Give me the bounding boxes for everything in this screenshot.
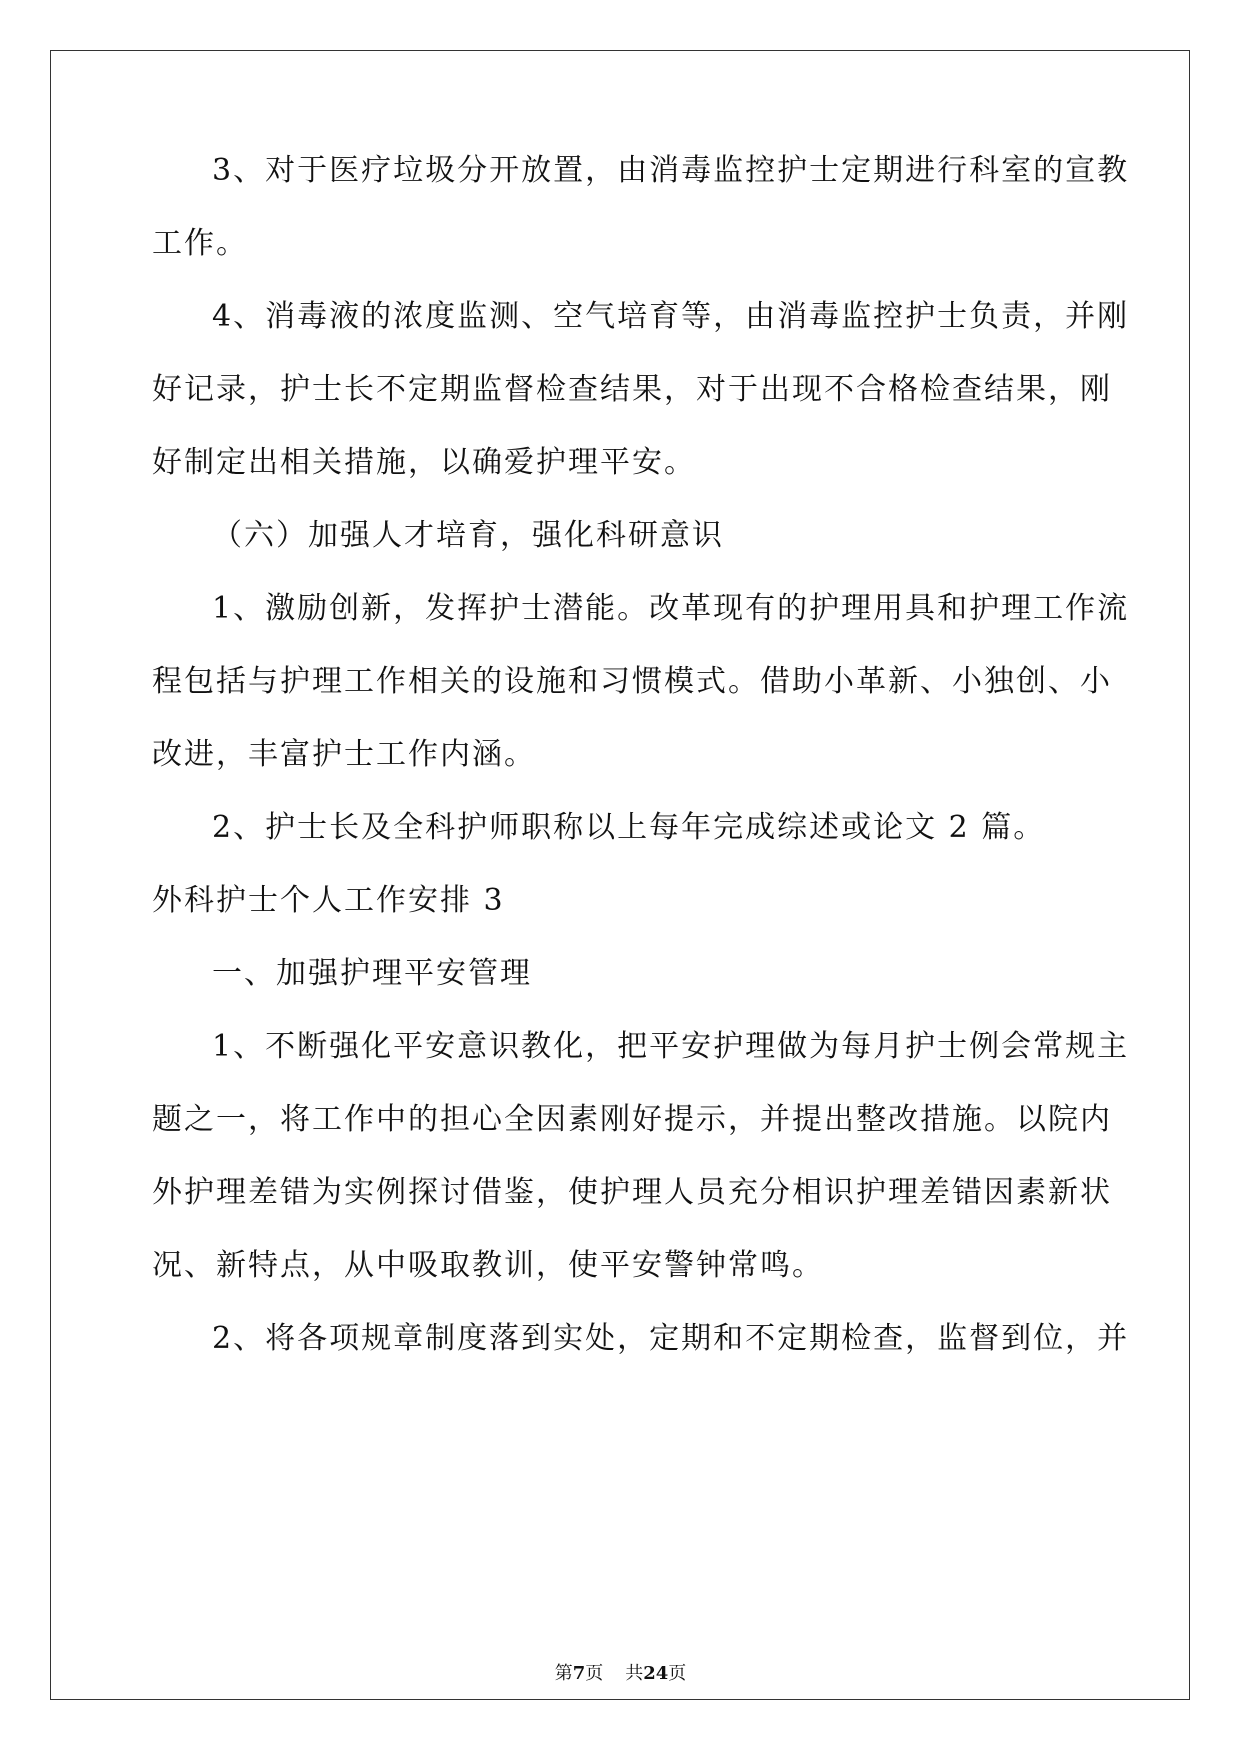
footer-page-prefix: 第: [554, 1663, 573, 1684]
paragraph-line: 外护理差错为实例探讨借鉴，使护理人员充分相识护理差错因素新状: [152, 1175, 1112, 1210]
footer-total-suffix: 页: [668, 1663, 687, 1684]
paragraph-line: 1、不断强化平安意识教化，把平安护理做为每月护士例会常规主: [212, 1029, 1130, 1064]
paragraph-line: 2、护士长及全科护师职称以上每年完成综述或论文 2 篇。: [212, 810, 1046, 845]
section-heading: （六）加强人才培育，强化科研意识: [212, 518, 724, 553]
paragraph-line: 3、对于医疗垃圾分开放置，由消毒监控护士定期进行科室的宣教: [212, 153, 1130, 188]
paragraph-line: 1、激励创新，发挥护士潜能。改革现有的护理用具和护理工作流: [212, 591, 1130, 626]
paragraph-line: 程包括与护理工作相关的设施和习惯模式。借助小革新、小独创、小: [152, 664, 1112, 699]
paragraph-line: 2、将各项规章制度落到实处，定期和不定期检查，监督到位，并: [212, 1321, 1130, 1356]
document-subtitle: 外科护士个人工作安排 3: [152, 883, 505, 918]
paragraph-line: 工作。: [152, 226, 248, 261]
footer-page-number: 7: [572, 1663, 586, 1684]
paragraph-line: 况、新特点，从中吸取教训，使平安警钟常鸣。: [152, 1248, 824, 1283]
paragraph-line: 好制定出相关措施，以确爱护理平安。: [152, 445, 696, 480]
footer-total-prefix: 共: [625, 1663, 644, 1684]
page-footer: [0, 1662, 1241, 1686]
paragraph-line: 4、消毒液的浓度监测、空气培育等，由消毒监控护士负责，并刚: [212, 299, 1130, 334]
paragraph-line: 改进，丰富护士工作内涵。: [152, 737, 536, 772]
paragraph-line: 题之一，将工作中的担心全因素刚好提示，并提出整改措施。以院内: [152, 1102, 1112, 1137]
footer-page-suffix: 页: [585, 1663, 604, 1684]
section-heading: 一、加强护理平安管理: [212, 956, 532, 991]
paragraph-line: 好记录，护士长不定期监督检查结果，对于出现不合格检查结果，刚: [152, 372, 1112, 407]
footer-total-number: 24: [643, 1663, 669, 1684]
